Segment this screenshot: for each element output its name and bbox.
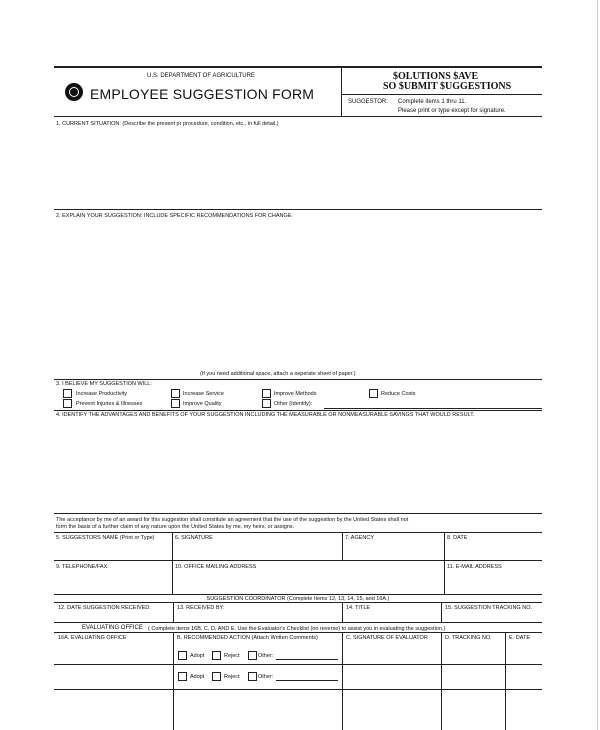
other-action-checkbox-2[interactable] [248,672,257,681]
slogan-rule [342,94,542,95]
adopt-checkbox-2[interactable] [178,672,187,681]
improve-methods-label: Improve Methods [274,391,317,397]
suggestor-label: SUGGESTOR: [348,99,388,105]
agency-input[interactable] [343,543,443,561]
believe-suggestion-label: 3. I BELIEVE MY SUGGESTION WILL: [56,381,152,387]
prevent-injuries-checkbox[interactable] [63,399,72,408]
prevent-injuries-label: Prevent Injuries & Illnesses [76,401,143,407]
explain-suggestion-label: 2. EXPLAIN YOUR SUGGESTION: INCLUDE SPECIFIC RECOMMENDATIONS FOR CHANGE. [56,213,293,219]
date-label: 8. DATE [447,535,468,541]
section-4-rule [54,513,542,514]
evaluating-divider-1 [173,632,174,730]
header-top-rule [54,66,542,68]
tracking-no-label: 15. SUGGESTION TRACKING NO. [445,605,532,611]
coordinator-input-row[interactable] [54,612,542,621]
improve-quality-checkbox[interactable] [171,399,180,408]
coordinator-header-rule [54,602,542,603]
suggestor-name-input[interactable] [54,543,172,561]
evaluator-signature-input-2[interactable] [343,666,440,686]
telephone-fax-label: 9. TELEPHONE/FAX: [56,564,109,570]
evaluating-instructions: ( Complete items 16B, C, D, AND E. Use the Evaluator's Checklist (on reverse) to assist you in evaluating the suggestion.) [148,626,446,632]
coordinator-top-rule [54,594,542,595]
evaluating-date-input[interactable] [506,643,542,663]
row-9-top-rule [54,560,542,561]
agency-label: 7. AGENCY [345,535,375,541]
header-divider [341,67,342,116]
office-mailing-address-label: 10. OFFICE MAILING ADDRESS [175,564,257,570]
usda-seal-icon [65,83,83,101]
signature-label: 6. SIGNATURE [175,535,213,541]
evaluating-header-rule [54,632,542,633]
evaluating-date-label: E. DATE [509,635,530,641]
improve-quality-label: Improve Quality [183,401,222,407]
slogan-line-1: $OLUTIONS $AVE [393,71,479,82]
email-address-label: 11. E-MAIL ADDRESS [447,564,502,570]
other-action-input-2[interactable] [276,680,338,681]
evaluating-office-label: 16A. EVALUATING OFFICE [58,635,127,641]
signature-input[interactable] [173,543,341,561]
reduce-costs-label: Reduce Costs [381,391,416,397]
other-identify-input[interactable] [324,408,542,409]
increase-service-checkbox[interactable] [171,389,180,398]
telephone-fax-input[interactable] [54,572,172,592]
reject-label-2: Reject [224,674,240,680]
current-situation-label: 1. CURRENT SITUATION: (Describe the present pr procedure, condition, etc., in full detail.) [56,121,279,127]
reduce-costs-checkbox[interactable] [369,389,378,398]
adopt-checkbox[interactable] [178,651,187,660]
suggestor-instruction-2: Please print or type except for signature. [398,108,506,114]
evaluating-top-rule [54,622,542,623]
other-action-checkbox[interactable] [248,651,257,660]
other-identify-label: Other (Identify): [274,401,313,407]
form-title: EMPLOYEE SUGGESTION FORM [90,86,315,102]
recommended-action-label: B. RECOMMENDED ACTION (Attach Written Comments) [177,635,318,641]
adopt-label: Adopt [190,653,205,659]
section-1-rule [54,209,542,210]
other-action-input[interactable] [276,659,338,660]
reject-checkbox-2[interactable] [212,672,221,681]
email-address-input[interactable] [445,572,542,592]
slogan-line-2: SO $UBMIT $UGGESTIONS [383,81,512,92]
increase-service-label: Increase Service [183,391,224,397]
header-bottom-rule [54,116,542,117]
acceptance-text-line-2: form the basis of a further claim of any nature upon the United States by me, my heirs, or assigns. [56,524,295,530]
evaluating-tracking-no-input[interactable] [442,643,504,663]
other-identify-checkbox[interactable] [262,399,271,408]
section-3-rule [54,410,542,411]
improve-methods-checkbox[interactable] [262,389,271,398]
evaluating-office-input-2[interactable] [54,666,172,686]
title-label: 14. TITLE [346,605,371,611]
reject-label: Reject [224,653,240,659]
advantages-label: 4. IDENTIFY THE ADVANTAGES AND BENEFITS OF YOUR SUGGESTION INCLUDING THE MEASURABLE OR NONMEASURABLE SAVINGS THAT WOULD RESULT. [56,412,475,418]
other-action-label: Other: [258,653,274,659]
current-situation-field[interactable] [54,130,542,208]
evaluating-tracking-no-input-2[interactable] [442,666,504,686]
explain-suggestion-field[interactable] [54,222,542,368]
department-name: U.S. DEPARTMENT OF AGRICULTURE [147,73,255,79]
date-received-label: 12. DATE SUGGESTION RECEIVED: [58,605,151,611]
evaluating-office-input[interactable] [54,643,172,663]
reject-checkbox[interactable] [212,651,221,660]
adopt-label-2: Adopt [190,674,205,680]
evaluating-office-title: EVALUATING OFFICE [82,625,143,631]
date-input[interactable] [445,543,542,561]
increase-productivity-checkbox[interactable] [63,389,72,398]
evaluator-signature-label: C. SIGNATURE OF EVALUATOR [346,635,428,641]
evaluator-signature-input[interactable] [343,643,440,663]
advantages-field[interactable] [54,421,542,511]
additional-space-note: (If you need additional space, attach a seperate sheet of paper.) [200,371,356,377]
section-2-rule [54,379,542,380]
evaluating-row-rule [54,664,542,665]
other-action-label-2: Other: [258,674,274,680]
increase-productivity-label: Increase Productivity [76,391,128,397]
evaluating-date-input-2[interactable] [506,666,542,686]
suggestor-name-label: 5. SUGGESTORS NAME (Print or Type) [56,535,155,541]
evaluating-row-rule-2 [54,689,542,690]
coordinator-header: SUGGESTION COORDINATOR (Complete Items 12, 13, 14, 15, and 16A.) [206,596,390,602]
evaluating-tracking-no-label: D. TRACKING NO. [445,635,492,641]
suggestor-instruction-1: Complete items 1 thru 11. [398,99,467,105]
received-by-label: 13. RECEIVED BY: [177,605,225,611]
row-5-top-rule [54,532,542,533]
acceptance-text-line-1: The acceptance by me of an award for this suggestion shall constitute an agreement that the use of the suggestion by the United States shall not [56,517,409,523]
office-mailing-address-input[interactable] [173,572,443,592]
